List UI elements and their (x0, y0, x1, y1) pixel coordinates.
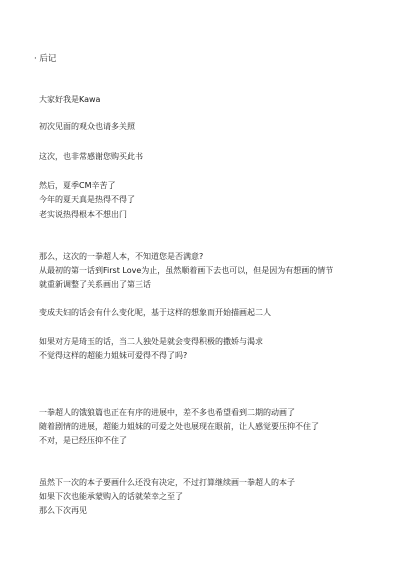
text-line: 不对，是已经压抑不住了 (39, 436, 127, 445)
text-line: 那么下次再见 (39, 506, 87, 515)
text-line: 如果对方是琦玉的话，当二人独处是就会变得积极的撒娇与渴求 (39, 337, 263, 346)
text-line: 今年的夏天真是热得不得了 (39, 195, 135, 204)
text-line: 大家好我是Kawa (39, 95, 101, 104)
text-line: 从最初的第一话到First Love为止，虽然顺着画下去也可以，但是因为有想画的情节 (39, 266, 334, 275)
text-line: 就重新调整了关系画出了第三话 (39, 280, 151, 289)
text-line: 然后，夏季CM辛苦了 (39, 181, 116, 190)
text-line: 变成夫妇的话会有什么变化呢，基于这样的想象而开始描画起二人 (39, 308, 271, 317)
text-line: 那么，这次的一拳超人本，不知道您是否满意? (39, 252, 204, 261)
text-line: 不觉得这样的超能力姐妹可爱得不得了吗? (39, 351, 188, 360)
text-line: 这次，也非常感谢您购买此书 (39, 152, 143, 161)
text-line: 老实说热得根本不想出门 (39, 210, 127, 219)
text-line: 随着剧情的进展，超能力姐妹的可爱之处也展现在眼前，让人感觉要压抑不住了 (39, 422, 319, 431)
afterword-heading: · 后记 (34, 54, 57, 64)
text-line: 虽然下一次的本子要画什么还没有决定，不过打算继续画一拳超人的本子 (39, 478, 295, 487)
text-line: 初次见面的观众也请多关照 (39, 122, 135, 131)
text-line: 如果下次也能承蒙购入的话就荣幸之至了 (39, 492, 183, 501)
text-line: 一拳超人的饿狼篇也正在有序的进展中，差不多也希望看到二期的动画了 (39, 408, 295, 417)
